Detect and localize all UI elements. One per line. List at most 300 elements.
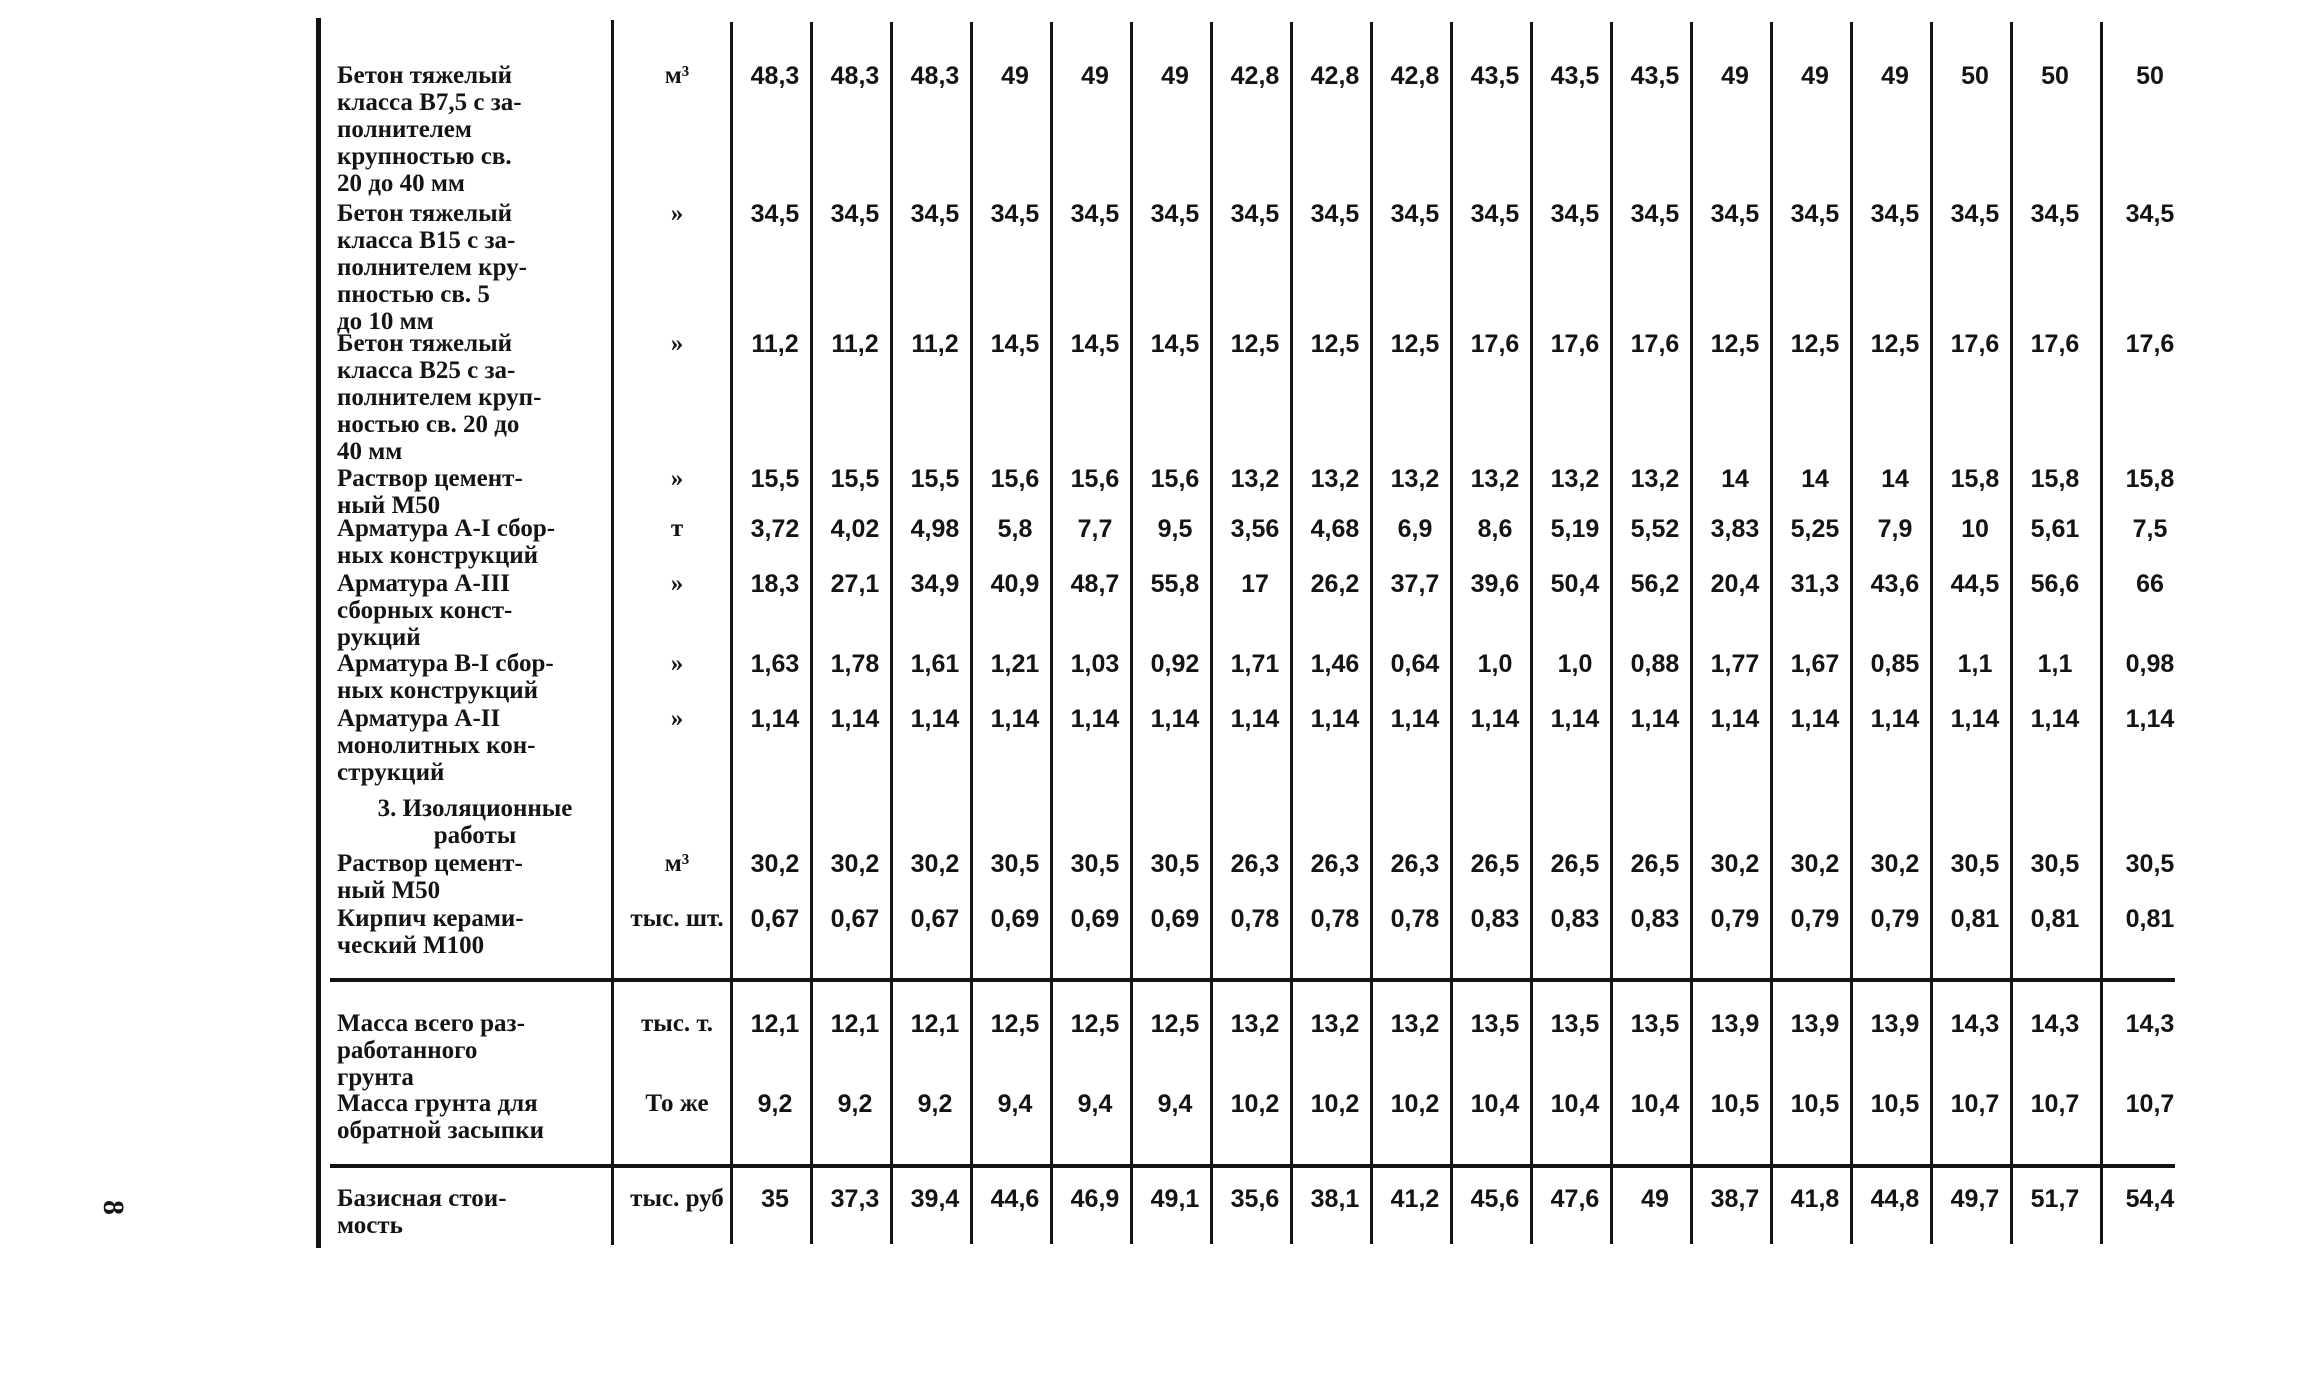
value-cell: 1,67 bbox=[1790, 650, 1840, 678]
value-cell: 34,5 bbox=[910, 200, 960, 228]
value-cell: 12,5 bbox=[990, 1010, 1040, 1038]
value-cell: 45,6 bbox=[1470, 1185, 1520, 1213]
value-cell: 30,5 bbox=[2030, 850, 2080, 878]
value-cell: 17,6 bbox=[2030, 330, 2080, 358]
value-cell: 12,1 bbox=[910, 1010, 960, 1038]
value-cell: 50,4 bbox=[1550, 570, 1600, 598]
row-label-line: ческий М100 bbox=[337, 932, 485, 959]
value-cell: 15,6 bbox=[1070, 465, 1120, 493]
row-label bbox=[337, 200, 607, 335]
value-cell: 0,79 bbox=[1710, 905, 1760, 933]
value-cell: 10,7 bbox=[2125, 1090, 2175, 1118]
row-label-line: ный М50 bbox=[337, 877, 441, 904]
value-cell: 30,2 bbox=[1790, 850, 1840, 878]
value-cell: 5,25 bbox=[1790, 515, 1840, 543]
section-divider-mass bbox=[330, 978, 2175, 982]
value-cell: 42,8 bbox=[1310, 62, 1360, 90]
value-cell: 1,14 bbox=[990, 705, 1040, 733]
row-label-line: полнителем bbox=[337, 116, 472, 143]
value-cell: 13,9 bbox=[1710, 1010, 1760, 1038]
row-label-line: ных конструкций bbox=[337, 542, 539, 569]
value-cell: 10,5 bbox=[1790, 1090, 1840, 1118]
value-cell: 48,3 bbox=[750, 62, 800, 90]
value-cell: 66 bbox=[2136, 570, 2164, 598]
value-cell: 5,52 bbox=[1630, 515, 1680, 543]
row-label-line: обратной засыпки bbox=[337, 1117, 544, 1144]
value-cell: 1,14 bbox=[1470, 705, 1520, 733]
value-cell: 1,71 bbox=[1230, 650, 1280, 678]
unit-cell: тыс. т. bbox=[640, 1010, 714, 1037]
value-cell: 12,5 bbox=[1870, 330, 1920, 358]
value-cell: 0,64 bbox=[1390, 650, 1440, 678]
row-label-line: мость bbox=[337, 1212, 403, 1239]
value-cell: 0,69 bbox=[1070, 905, 1120, 933]
value-cell: 38,7 bbox=[1710, 1185, 1760, 1213]
value-cell: 1,14 bbox=[1230, 705, 1280, 733]
value-cell: 1,78 bbox=[830, 650, 880, 678]
value-cell: 1,14 bbox=[1790, 705, 1840, 733]
value-cell: 1,63 bbox=[750, 650, 800, 678]
value-cell: 11,2 bbox=[831, 330, 879, 358]
row-label-line: работы bbox=[433, 822, 517, 849]
value-cell: 1,14 bbox=[910, 705, 960, 733]
value-cell: 9,2 bbox=[757, 1090, 793, 1118]
value-cell: 13,2 bbox=[1390, 1010, 1440, 1038]
row-label-line: полнителем круп- bbox=[337, 384, 542, 411]
value-cell: 26,5 bbox=[1550, 850, 1600, 878]
value-cell: 9,4 bbox=[1077, 1090, 1113, 1118]
value-cell: 1,14 bbox=[1870, 705, 1920, 733]
row-label-line: грунта bbox=[337, 1064, 414, 1091]
value-cell: 43,5 bbox=[1630, 62, 1680, 90]
row-label-line: Раствор цемент- bbox=[337, 465, 523, 492]
value-cell: 15,5 bbox=[830, 465, 880, 493]
value-cell: 15,6 bbox=[990, 465, 1040, 493]
value-cell: 13,2 bbox=[1470, 465, 1520, 493]
value-cell: 30,2 bbox=[750, 850, 800, 878]
value-cell: 56,6 bbox=[2030, 570, 2080, 598]
row-label-line: Бетон тяжелый bbox=[337, 62, 513, 89]
value-cell: 14,3 bbox=[2030, 1010, 2080, 1038]
value-cell: 31,3 bbox=[1790, 570, 1840, 598]
value-cell: 39,4 bbox=[910, 1185, 960, 1213]
value-cell: 0,67 bbox=[910, 905, 960, 933]
value-cell: 10,7 bbox=[2030, 1090, 2080, 1118]
value-cell: 34,5 bbox=[2125, 200, 2175, 228]
value-cell: 1,14 bbox=[1710, 705, 1760, 733]
row-label-line: монолитных кон- bbox=[337, 732, 536, 759]
value-cell: 43,6 bbox=[1870, 570, 1920, 598]
value-cell: 17,6 bbox=[2125, 330, 2175, 358]
value-cell: 34,5 bbox=[1230, 200, 1280, 228]
value-cell: 1,14 bbox=[1310, 705, 1360, 733]
row-label-line: Масса грунта для bbox=[337, 1090, 538, 1117]
value-cell: 49 bbox=[1881, 62, 1909, 90]
value-cell: 17,6 bbox=[1950, 330, 2000, 358]
value-cell: 10,5 bbox=[1870, 1090, 1920, 1118]
row-label-line: до 10 мм bbox=[337, 308, 434, 335]
row-label bbox=[337, 570, 607, 651]
value-cell: 1,21 bbox=[990, 650, 1040, 678]
value-cell: 5,19 bbox=[1550, 515, 1600, 543]
value-cell: 10,4 bbox=[1550, 1090, 1600, 1118]
value-cell: 13,2 bbox=[1230, 465, 1280, 493]
row-label-line: Арматура В-I сбор- bbox=[337, 650, 554, 677]
value-cell: 34,5 bbox=[1710, 200, 1760, 228]
value-cell: 0,67 bbox=[750, 905, 800, 933]
value-cell: 30,5 bbox=[2125, 850, 2175, 878]
value-cell: 18,3 bbox=[750, 570, 800, 598]
value-cell: 0,67 bbox=[830, 905, 880, 933]
row-label bbox=[337, 650, 607, 704]
value-cell: 48,7 bbox=[1070, 570, 1120, 598]
value-cell: 1,61 bbox=[910, 650, 960, 678]
value-cell: 34,5 bbox=[750, 200, 800, 228]
value-cell: 34,5 bbox=[1950, 200, 2000, 228]
row-label bbox=[337, 465, 607, 519]
value-cell: 54,4 bbox=[2125, 1185, 2175, 1213]
value-cell: 0,81 bbox=[2030, 905, 2080, 933]
unit-cell: » bbox=[670, 330, 684, 357]
value-cell: 0,69 bbox=[1150, 905, 1200, 933]
value-cell: 13,2 bbox=[1550, 465, 1600, 493]
value-cell: 12,5 bbox=[1310, 330, 1360, 358]
value-cell: 47,6 bbox=[1550, 1185, 1600, 1213]
value-cell: 50 bbox=[1961, 62, 1989, 90]
unit-cell: » bbox=[670, 465, 684, 492]
row-label-line: класса В15 с за- bbox=[337, 227, 516, 254]
row-label-line: ностью св. 20 до bbox=[337, 411, 520, 438]
value-cell: 10,2 bbox=[1390, 1090, 1440, 1118]
value-cell: 12,5 bbox=[1790, 330, 1840, 358]
value-cell: 26,2 bbox=[1310, 570, 1360, 598]
section-divider-cost bbox=[330, 1164, 2175, 1168]
value-cell: 12,1 bbox=[830, 1010, 880, 1038]
value-cell: 7,5 bbox=[2132, 515, 2168, 543]
value-cell: 1,14 bbox=[750, 705, 800, 733]
value-cell: 49 bbox=[1001, 62, 1029, 90]
value-cell: 0,79 bbox=[1870, 905, 1920, 933]
value-cell: 5,61 bbox=[2030, 515, 2080, 543]
value-cell: 44,6 bbox=[990, 1185, 1040, 1213]
column-divider bbox=[2100, 22, 2103, 1244]
value-cell: 30,2 bbox=[1870, 850, 1920, 878]
value-cell: 12,5 bbox=[1390, 330, 1440, 358]
row-label bbox=[337, 515, 607, 569]
row-label-line: Арматура А-III bbox=[337, 570, 510, 597]
row-label bbox=[337, 1010, 607, 1091]
value-cell: 44,8 bbox=[1870, 1185, 1920, 1213]
value-cell: 41,2 bbox=[1390, 1185, 1440, 1213]
value-cell: 48,3 bbox=[830, 62, 880, 90]
value-cell: 4,98 bbox=[910, 515, 960, 543]
value-cell: 1,03 bbox=[1070, 650, 1120, 678]
value-cell: 49 bbox=[1801, 62, 1829, 90]
value-cell: 14,3 bbox=[1950, 1010, 2000, 1038]
value-cell: 1,14 bbox=[830, 705, 880, 733]
value-cell: 40,9 bbox=[990, 570, 1040, 598]
row-label bbox=[337, 705, 607, 786]
value-cell: 13,5 bbox=[1470, 1010, 1520, 1038]
row-label bbox=[337, 1185, 607, 1239]
value-cell: 30,5 bbox=[1150, 850, 1200, 878]
value-cell: 14 bbox=[1881, 465, 1909, 493]
value-cell: 1,1 bbox=[2037, 650, 2073, 678]
value-cell: 10 bbox=[1961, 515, 1989, 543]
value-cell: 26,5 bbox=[1630, 850, 1680, 878]
value-cell: 30,5 bbox=[1950, 850, 2000, 878]
value-cell: 37,7 bbox=[1390, 570, 1440, 598]
value-cell: 56,2 bbox=[1630, 570, 1680, 598]
value-cell: 14,5 bbox=[1070, 330, 1120, 358]
value-cell: 13,9 bbox=[1790, 1010, 1840, 1038]
value-cell: 15,6 bbox=[1150, 465, 1200, 493]
value-cell: 13,2 bbox=[1390, 465, 1440, 493]
value-cell: 35 bbox=[761, 1185, 789, 1213]
value-cell: 0,81 bbox=[2125, 905, 2175, 933]
value-cell: 1,77 bbox=[1710, 650, 1760, 678]
value-cell: 0,78 bbox=[1230, 905, 1280, 933]
row-label-line: ный М50 bbox=[337, 492, 441, 519]
value-cell: 1,14 bbox=[2030, 705, 2080, 733]
unit-cell: » bbox=[670, 200, 684, 227]
value-cell: 1,14 bbox=[1390, 705, 1440, 733]
value-cell: 5,8 bbox=[997, 515, 1033, 543]
row-label bbox=[337, 330, 607, 465]
value-cell: 26,3 bbox=[1310, 850, 1360, 878]
unit-cell: тыс. шт. bbox=[630, 905, 724, 932]
value-cell: 11,2 bbox=[751, 330, 799, 358]
row-label-line: Масса всего раз- bbox=[337, 1010, 525, 1037]
value-cell: 9,4 bbox=[1157, 1090, 1193, 1118]
value-cell: 34,5 bbox=[2030, 200, 2080, 228]
row-label-line: работанного bbox=[337, 1037, 478, 1064]
value-cell: 9,2 bbox=[837, 1090, 873, 1118]
value-cell: 11,2 bbox=[911, 330, 959, 358]
value-cell: 55,8 bbox=[1150, 570, 1200, 598]
value-cell: 13,2 bbox=[1310, 1010, 1360, 1038]
value-cell: 42,8 bbox=[1230, 62, 1280, 90]
value-cell: 9,2 bbox=[917, 1090, 953, 1118]
row-label-line: класса В7,5 с за- bbox=[337, 89, 522, 116]
value-cell: 49 bbox=[1161, 62, 1189, 90]
row-label bbox=[337, 850, 607, 904]
value-cell: 10,2 bbox=[1230, 1090, 1280, 1118]
unit-cell: м³ bbox=[664, 850, 690, 877]
value-cell: 1,46 bbox=[1310, 650, 1360, 678]
value-cell: 34,5 bbox=[1070, 200, 1120, 228]
row-label-line: класса В25 с за- bbox=[337, 357, 516, 384]
value-cell: 50 bbox=[2136, 62, 2164, 90]
row-label bbox=[337, 1090, 607, 1144]
value-cell: 9,4 bbox=[997, 1090, 1033, 1118]
value-cell: 0,88 bbox=[1630, 650, 1680, 678]
value-cell: 15,8 bbox=[2125, 465, 2175, 493]
row-label-line: Базисная стои- bbox=[337, 1185, 507, 1212]
value-cell: 35,6 bbox=[1230, 1185, 1280, 1213]
value-cell: 17,6 bbox=[1630, 330, 1680, 358]
value-cell: 20,4 bbox=[1710, 570, 1760, 598]
value-cell: 14,5 bbox=[990, 330, 1040, 358]
row-label-line: рукций bbox=[337, 624, 421, 651]
value-cell: 7,9 bbox=[1877, 515, 1913, 543]
value-cell: 12,5 bbox=[1070, 1010, 1120, 1038]
value-cell: 34,5 bbox=[1390, 200, 1440, 228]
value-cell: 12,1 bbox=[750, 1010, 800, 1038]
value-cell: 49 bbox=[1081, 62, 1109, 90]
row-label-line: Арматура А-II bbox=[337, 705, 501, 732]
value-cell: 30,5 bbox=[1070, 850, 1120, 878]
unit-cell: м³ bbox=[664, 62, 690, 89]
value-cell: 26,3 bbox=[1390, 850, 1440, 878]
value-cell: 8,6 bbox=[1477, 515, 1513, 543]
value-cell: 13,9 bbox=[1870, 1010, 1920, 1038]
value-cell: 12,5 bbox=[1150, 1010, 1200, 1038]
row-label-line: ных конструкций bbox=[337, 677, 539, 704]
value-cell: 10,4 bbox=[1630, 1090, 1680, 1118]
value-cell: 34,5 bbox=[1870, 200, 1920, 228]
value-cell: 41,8 bbox=[1790, 1185, 1840, 1213]
value-cell: 13,5 bbox=[1550, 1010, 1600, 1038]
row-label-line: 3. Изоляционные bbox=[377, 795, 573, 822]
value-cell: 34,5 bbox=[990, 200, 1040, 228]
value-cell: 0,69 bbox=[990, 905, 1040, 933]
value-cell: 13,2 bbox=[1230, 1010, 1280, 1038]
value-cell: 1,1 bbox=[1957, 650, 1993, 678]
unit-cell: т bbox=[670, 515, 684, 542]
value-cell: 3,83 bbox=[1710, 515, 1760, 543]
value-cell: 1,14 bbox=[1630, 705, 1680, 733]
row-label-line: Бетон тяжелый bbox=[337, 200, 513, 227]
row-label-line: 40 мм bbox=[337, 438, 403, 465]
value-cell: 9,5 bbox=[1157, 515, 1193, 543]
value-cell: 15,8 bbox=[2030, 465, 2080, 493]
value-cell: 10,5 bbox=[1710, 1090, 1760, 1118]
value-cell: 1,0 bbox=[1557, 650, 1593, 678]
value-cell: 30,5 bbox=[990, 850, 1040, 878]
value-cell: 39,6 bbox=[1470, 570, 1520, 598]
value-cell: 6,9 bbox=[1397, 515, 1433, 543]
value-cell: 0,78 bbox=[1310, 905, 1360, 933]
value-cell: 34,5 bbox=[1790, 200, 1840, 228]
value-cell: 49,1 bbox=[1150, 1185, 1200, 1213]
value-cell: 43,5 bbox=[1470, 62, 1520, 90]
value-cell: 12,5 bbox=[1230, 330, 1280, 358]
section-heading bbox=[330, 795, 620, 849]
unit-cell: То же bbox=[645, 1090, 709, 1117]
value-cell: 10,7 bbox=[1950, 1090, 2000, 1118]
value-cell: 46,9 bbox=[1070, 1185, 1120, 1213]
value-cell: 34,5 bbox=[830, 200, 880, 228]
value-cell: 34,5 bbox=[1550, 200, 1600, 228]
value-cell: 43,5 bbox=[1550, 62, 1600, 90]
value-cell: 4,68 bbox=[1310, 515, 1360, 543]
value-cell: 0,83 bbox=[1470, 905, 1520, 933]
row-label-line: 20 до 40 мм bbox=[337, 170, 465, 197]
row-label-line: Кирпич керами- bbox=[337, 905, 524, 932]
value-cell: 1,0 bbox=[1477, 650, 1513, 678]
value-cell: 0,98 bbox=[2125, 650, 2175, 678]
value-cell: 37,3 bbox=[830, 1185, 880, 1213]
value-cell: 1,14 bbox=[1950, 705, 2000, 733]
row-label-line: сборных конст- bbox=[337, 597, 513, 624]
value-cell: 34,5 bbox=[1150, 200, 1200, 228]
value-cell: 27,1 bbox=[830, 570, 880, 598]
value-cell: 38,1 bbox=[1310, 1185, 1360, 1213]
value-cell: 49 bbox=[1641, 1185, 1669, 1213]
value-cell: 0,79 bbox=[1790, 905, 1840, 933]
value-cell: 17,6 bbox=[1470, 330, 1520, 358]
value-cell: 34,5 bbox=[1630, 200, 1680, 228]
value-cell: 12,5 bbox=[1710, 330, 1760, 358]
row-label bbox=[337, 62, 607, 197]
value-cell: 7,7 bbox=[1077, 515, 1113, 543]
value-cell: 1,14 bbox=[1070, 705, 1120, 733]
value-cell: 10,2 bbox=[1310, 1090, 1360, 1118]
value-cell: 3,56 bbox=[1230, 515, 1280, 543]
value-cell: 30,2 bbox=[1710, 850, 1760, 878]
value-cell: 34,9 bbox=[910, 570, 960, 598]
value-cell: 15,5 bbox=[910, 465, 960, 493]
value-cell: 1,14 bbox=[1550, 705, 1600, 733]
value-cell: 51,7 bbox=[2030, 1185, 2080, 1213]
value-cell: 17,6 bbox=[1550, 330, 1600, 358]
value-cell: 14 bbox=[1721, 465, 1749, 493]
unit-cell: » bbox=[670, 650, 684, 677]
value-cell: 26,5 bbox=[1470, 850, 1520, 878]
value-cell: 49,7 bbox=[1950, 1185, 2000, 1213]
value-cell: 13,2 bbox=[1630, 465, 1680, 493]
value-cell: 34,5 bbox=[1470, 200, 1520, 228]
value-cell: 15,8 bbox=[1950, 465, 2000, 493]
value-cell: 14,5 bbox=[1150, 330, 1200, 358]
row-label-line: Арматура А-I сбор- bbox=[337, 515, 556, 542]
page-number: 8 bbox=[97, 1200, 130, 1215]
unit-cell: тыс. руб bbox=[630, 1185, 724, 1212]
value-cell: 10,4 bbox=[1470, 1090, 1520, 1118]
value-cell: 26,3 bbox=[1230, 850, 1280, 878]
row-label-line: Раствор цемент- bbox=[337, 850, 523, 877]
value-cell: 30,2 bbox=[830, 850, 880, 878]
value-cell: 0,83 bbox=[1630, 905, 1680, 933]
row-label-line: полнителем кру- bbox=[337, 254, 527, 281]
value-cell: 50 bbox=[2041, 62, 2069, 90]
value-cell: 0,78 bbox=[1390, 905, 1440, 933]
value-cell: 14 bbox=[1801, 465, 1829, 493]
value-cell: 4,02 bbox=[830, 515, 880, 543]
value-cell: 49 bbox=[1721, 62, 1749, 90]
row-label-line: струкций bbox=[337, 759, 445, 786]
value-cell: 13,5 bbox=[1630, 1010, 1680, 1038]
value-cell: 44,5 bbox=[1950, 570, 2000, 598]
unit-cell: » bbox=[670, 705, 684, 732]
table-left-border bbox=[316, 18, 321, 1248]
value-cell: 30,2 bbox=[910, 850, 960, 878]
value-cell: 0,81 bbox=[1950, 905, 2000, 933]
row-label bbox=[337, 905, 607, 959]
value-cell: 17 bbox=[1241, 570, 1269, 598]
value-cell: 0,92 bbox=[1150, 650, 1200, 678]
value-cell: 1,14 bbox=[1150, 705, 1200, 733]
row-label-line: крупностью св. bbox=[337, 143, 512, 170]
value-cell: 3,72 bbox=[750, 515, 800, 543]
value-cell: 15,5 bbox=[750, 465, 800, 493]
row-label-line: Бетон тяжелый bbox=[337, 330, 513, 357]
value-cell: 14,3 bbox=[2125, 1010, 2175, 1038]
unit-cell: » bbox=[670, 570, 684, 597]
value-cell: 48,3 bbox=[910, 62, 960, 90]
value-cell: 1,14 bbox=[2125, 705, 2175, 733]
